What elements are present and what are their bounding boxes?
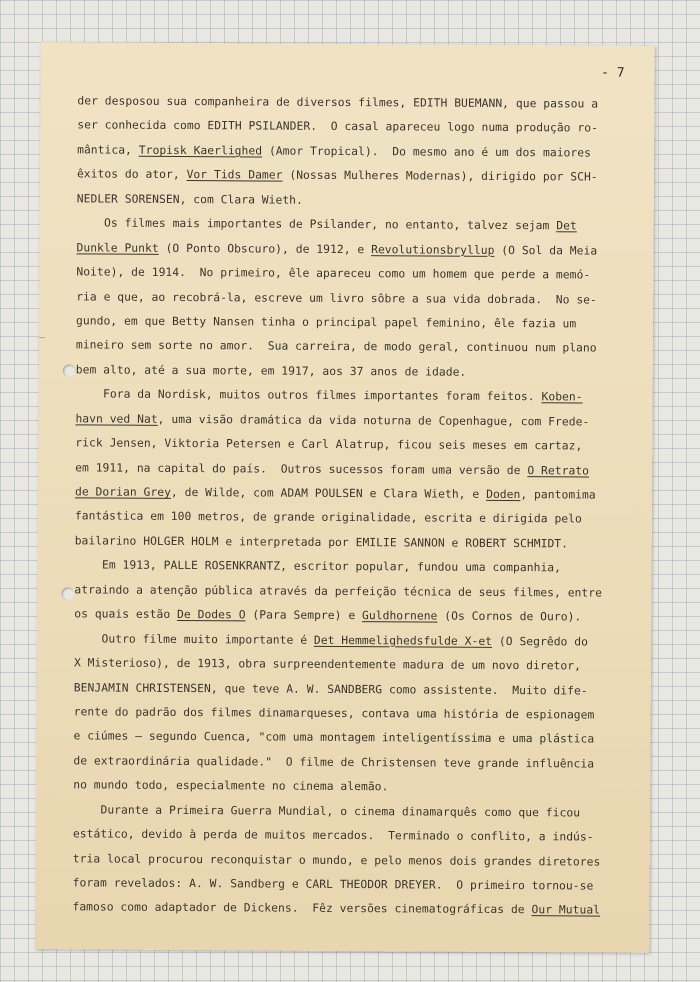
text-run: em 1911, na capital do país. Outros sucessos foram uma versão de [75, 460, 528, 477]
underlined-title: Vor Tids Damer [186, 168, 283, 182]
text-run: X Misterioso), de 1913, obra surpreendentemente madura de um novo diretor, [73, 656, 582, 673]
text-run: fantástica em 100 metros, de grande originalidade, escrita e dirigida pelo [74, 509, 582, 526]
text-line [76, 383, 632, 411]
text-run: bem alto, até a sua morte, em 1917, aos 37 anos de idade. [75, 363, 467, 379]
text-run: os quais estão [74, 607, 178, 622]
paragraph [77, 89, 634, 215]
text-line [73, 822, 629, 850]
paragraph [76, 212, 633, 386]
text-line [75, 407, 631, 435]
text-line [73, 798, 629, 826]
page-number: - 7 [601, 65, 625, 81]
text-run: êxitos do ator, [76, 167, 187, 182]
underlined-title: Doden [486, 487, 521, 502]
text-run: Durante a Primeira Guerra Mundial, o cinema dinamarquês como que ficou [73, 803, 581, 820]
text-run: Noite), de 1914. No primeiro, êle apareceu como um homem que perde a memó- [76, 265, 591, 282]
text-run: (Para Sempre) e [245, 608, 363, 623]
text-line [77, 187, 633, 215]
text-line [77, 212, 633, 240]
text-line [74, 627, 630, 655]
text-line [73, 725, 629, 753]
text-run: (O Sol da Meia [494, 243, 598, 258]
underlined-title: de Dorian Grey [74, 485, 171, 499]
underlined-title: Det [556, 219, 577, 233]
underlined-title: Our Mutual [531, 903, 601, 918]
text-line [73, 749, 629, 777]
text-run: bailarino HOLGER HOLM e interpretada por EMILIE SANNON e ROBERT SCHMIDT. [74, 534, 569, 551]
text-run: rente do padrão dos filmes dinamarqueses, contava uma história de espionagem [73, 705, 595, 722]
underlined-title: Det Hemmelighedsfulde X-et [313, 633, 493, 648]
text-line [76, 285, 632, 313]
text-run: , de Wilde, com ADAM POULSEN e Clara Wieth, e [170, 485, 487, 501]
punch-hole-lower [61, 587, 74, 600]
text-line [77, 89, 633, 117]
underlined-title: Koben- [541, 390, 583, 404]
text-line [74, 578, 630, 606]
text-run: gundo, em que Betty Nansen tinha o principal papel feminino, êle fazia um [76, 314, 577, 331]
text-line [75, 431, 631, 459]
text-line [73, 871, 629, 899]
text-line [77, 163, 633, 191]
text-run: (O Ponto Obscuro), de 1912, e [158, 241, 372, 256]
underlined-title: Revolutionsbryllup [371, 242, 495, 257]
text-run: de extraordinária qualidade." O filme de Christensen teve grande influência [73, 754, 595, 771]
text-line [75, 480, 631, 508]
text-line [77, 114, 633, 142]
text-run: Outro filme muito importante é [74, 631, 314, 647]
underlined-title: Guldhornene [362, 609, 438, 623]
text-line [75, 505, 631, 533]
text-run: Fora da Nordisk, muitos outros filmes importantes foram feitos. [75, 387, 542, 404]
typewritten-page [35, 42, 655, 953]
text-run: NEDLER SORENSEN, com Clara Wieth. [76, 192, 303, 207]
underlined-title: havn ved Nat [75, 412, 158, 426]
text-run: (Os Cornos de Ouro). [437, 609, 582, 624]
text-line [74, 700, 630, 728]
text-run: ria e que, ao recobrá-la, escreve um livro sôbre a sua vida dobrada. No se- [76, 289, 597, 307]
text-run: Os filmes mais importantes de Psilander, no entanto, talvez sejam [76, 216, 557, 233]
fold-mark [39, 337, 45, 338]
text-line [72, 896, 628, 924]
text-run: e ciúmes — segundo Cuenca, "com uma montagem inteligentíssima e uma plástica [73, 729, 595, 746]
text-run: famoso como adaptador de Dickens. Fêz versões cinematográficas de [72, 900, 532, 917]
text-line [73, 774, 629, 802]
text-run: (Amor Tropical). Do mesmo ano é um dos maiores [262, 144, 592, 160]
text-line [75, 554, 631, 582]
paragraph [74, 554, 630, 631]
text-line [75, 529, 631, 557]
text-run: foram revelados: A. W. Sandberg e CARL THEODOR DREYER. O primeiro tornou-se [72, 876, 594, 893]
text-line [76, 236, 632, 264]
underlined-title: Tropisk Kaerlighed [138, 143, 263, 158]
paragraph [73, 627, 630, 801]
body-text [72, 89, 633, 923]
text-line [73, 847, 629, 875]
text-run: (Nossas Mulheres Modernas), dirigido por SCH- [282, 168, 598, 184]
text-line [76, 358, 632, 386]
punch-hole-upper [63, 364, 76, 377]
text-line [76, 334, 632, 362]
text-run: tria local procurou reconquistar o mundo, e pelo menos dois grandes diretores [72, 851, 601, 869]
text-line [75, 456, 631, 484]
text-run: der desposou sua companheira de diversos filmes, EDITH BUEMANN, que passou a [77, 94, 599, 111]
text-run: rick Jensen, Viktoria Petersen e Carl Alatrup, ficou seis meses em cartaz, [75, 436, 583, 453]
text-run: no mundo todo, especialmente no cinema alemão. [73, 778, 389, 794]
text-line [76, 309, 632, 337]
text-run: , uma visão dramática da vida noturna de Copenhague, com Frede- [157, 412, 590, 429]
text-run: mântica, [77, 143, 139, 157]
text-line [77, 138, 633, 166]
text-line [74, 676, 630, 704]
paragraph [72, 798, 629, 924]
text-line [74, 603, 630, 631]
text-line [76, 260, 632, 288]
text-run: Em 1913, PALLE ROSENKRANTZ, escritor popular, fundou uma companhia, [74, 558, 562, 575]
underlined-title: O Retrato [527, 463, 590, 478]
text-run: (O Segrêdo do [492, 634, 589, 649]
text-run: atraindo a atenção pública através da perfeição técnica de seus filmes, entre [74, 583, 603, 600]
underlined-title: Dunkle Punkt [76, 240, 159, 255]
text-run: BENJAMIN CHRISTENSEN, que teve A. W. SANDBERG como assistente. Muito dife- [73, 680, 588, 697]
text-run: ser conhecida como EDITH PSILANDER. O casal apareceu logo numa produção ro- [77, 118, 599, 135]
text-run: , pantomima [520, 488, 596, 502]
text-run: mineiro sem sorte no amor. Sua carreira, de modo geral, continuou num plano [75, 338, 597, 355]
paragraph [75, 383, 632, 557]
text-run: estático, devido à perda de muitos mercados. Terminado o conflito, a indús- [72, 827, 594, 844]
underlined-title: De Dodes O [177, 608, 246, 622]
text-line [74, 651, 630, 679]
